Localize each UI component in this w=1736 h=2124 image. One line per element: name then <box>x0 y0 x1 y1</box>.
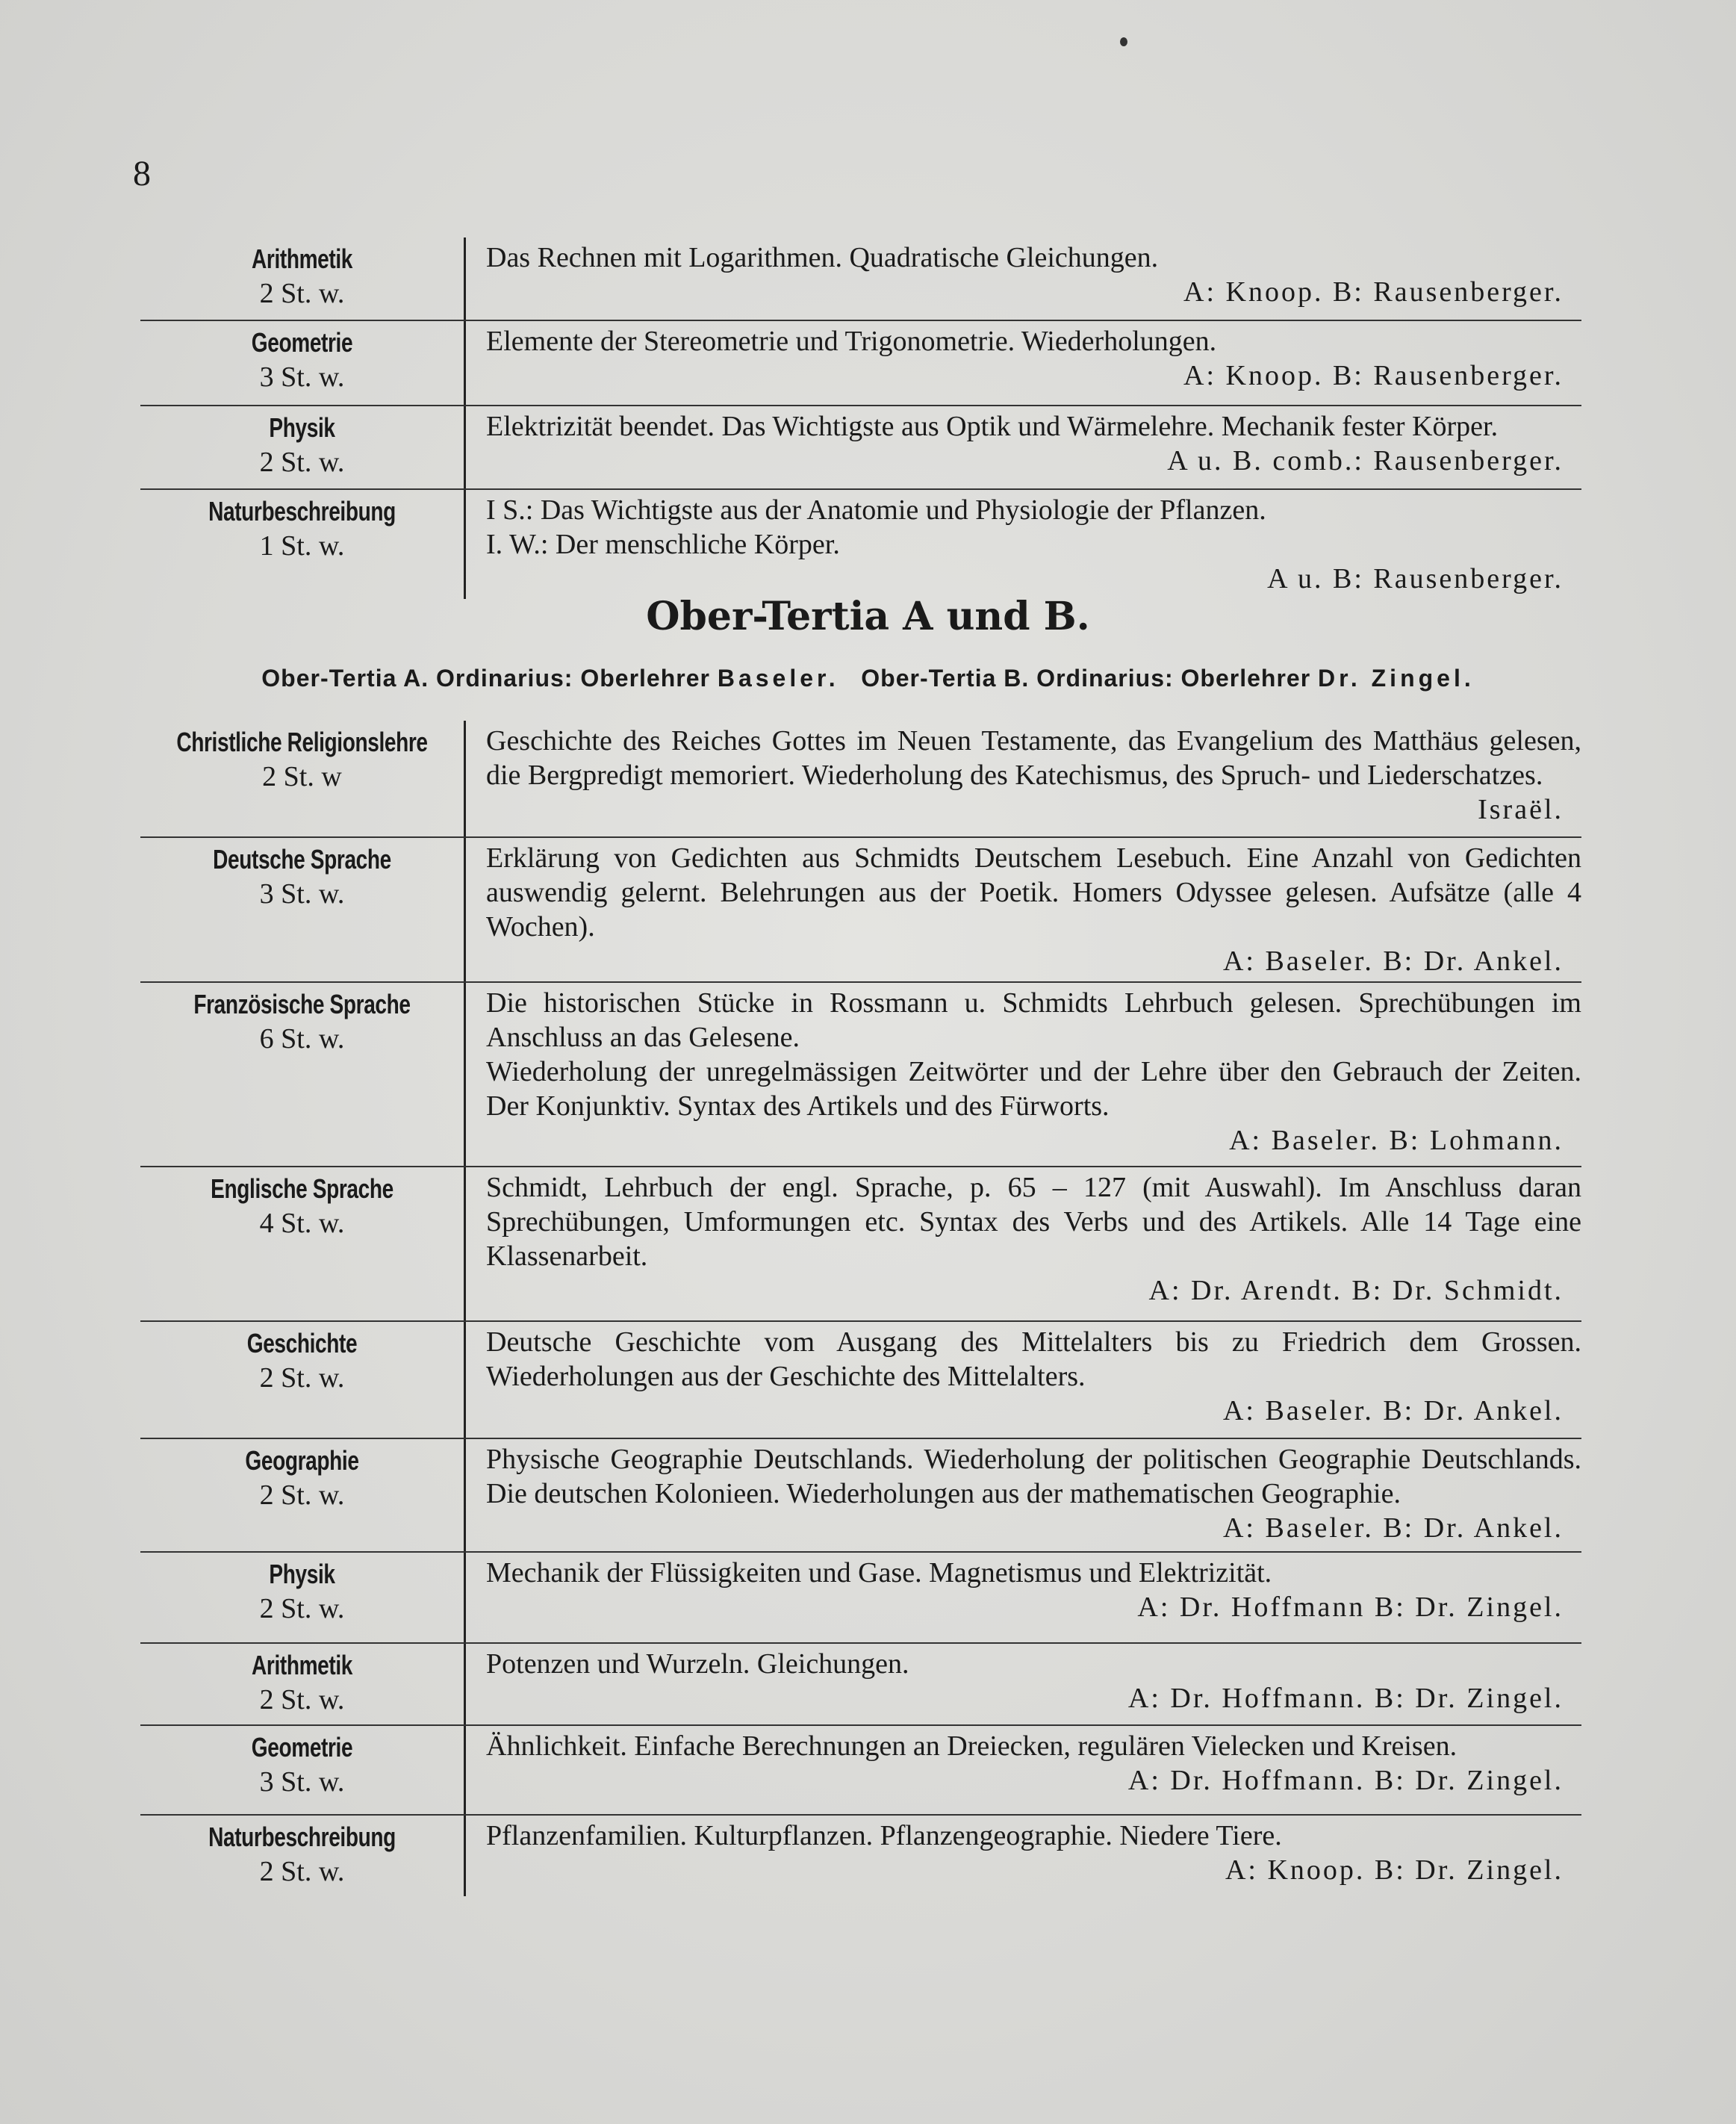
content-text: Das Rechnen mit Logarithmen. Quadratische Gleichungen. <box>486 242 1159 273</box>
content-cell <box>466 838 1581 981</box>
table-row <box>140 490 1581 599</box>
subject-cell <box>140 721 466 836</box>
subject-cell <box>140 1167 466 1320</box>
content-cell <box>466 237 1581 320</box>
table-row <box>140 1726 1581 1816</box>
subject-cell <box>140 983 466 1166</box>
table-row <box>140 1816 1581 1896</box>
ordinarius-a-name: Baseler. <box>717 665 839 692</box>
content-text: Pflanzenfamilien. Kulturpflanzen. Pflanzengeographie. Niedere Tiere. <box>486 1820 1282 1851</box>
subject-cell <box>140 838 466 981</box>
subject-name: Christliche Religionslehre <box>176 727 428 757</box>
section-title: Ober-Tertia A und B. <box>646 594 1090 639</box>
teacher-names: A u. B: Rausenberger. <box>1267 563 1564 594</box>
content-text: Elemente der Stereometrie und Trigonometrie. Wiederholungen. <box>486 326 1217 357</box>
table-row <box>140 237 1581 321</box>
subject-hours: 3 St. w. <box>259 361 345 393</box>
content-cell <box>466 1553 1581 1642</box>
content-cell <box>466 1322 1581 1438</box>
content-cell <box>466 490 1581 599</box>
teacher-names: A: Dr. Arendt. B: Dr. Schmidt. <box>1148 1275 1564 1306</box>
table-row <box>140 406 1581 490</box>
subject-cell <box>140 1553 466 1642</box>
content-cell <box>466 983 1581 1166</box>
subject-hours: 2 St. w. <box>259 1593 345 1624</box>
subject-cell <box>140 1322 466 1438</box>
table-row <box>140 983 1581 1167</box>
content-text: Potenzen und Wurzeln. Gleichungen. <box>486 1648 909 1680</box>
subject-hours: 3 St. w. <box>259 878 345 910</box>
table-row <box>140 1322 1581 1439</box>
content-text: Deutsche Geschichte vom Ausgang des Mittelalters bis zu Friedrich dem Grossen. Wiederholungen aus der Geschichte des Mittelalters. <box>486 1326 1581 1392</box>
content-cell <box>466 1439 1581 1551</box>
table-row <box>140 1644 1581 1726</box>
subject-name: Arithmetik <box>252 243 352 274</box>
teacher-names: A: Baseler. B: Dr. Ankel. <box>1222 1395 1564 1426</box>
content-text: Physische Geographie Deutschlands. Wiederholung der politischen Geographie Deutschlands. Die deutschen Kolonieen. Wiederholungen aus der mathematischen Geographie. <box>486 1444 1581 1509</box>
subject-name: Geographie <box>245 1445 359 1476</box>
subject-name: Französische Sprache <box>193 989 411 1019</box>
subject-cell <box>140 1439 466 1551</box>
content-cell <box>466 1167 1581 1320</box>
table-row <box>140 321 1581 406</box>
content-cell <box>466 721 1581 836</box>
table-row <box>140 1167 1581 1322</box>
teacher-names: A: Dr. Hoffmann. B: Dr. Zingel. <box>1127 1683 1564 1714</box>
subject-name: Geschichte <box>246 1328 358 1358</box>
subject-hours: 2 St. w. <box>259 1362 345 1394</box>
content-text: Elektrizität beendet. Das Wichtigste aus Optik und Wärmelehre. Mechanik fester Körper. <box>486 411 1499 442</box>
subject-cell <box>140 1726 466 1814</box>
content-cell <box>466 321 1581 405</box>
subject-name: Deutsche Sprache <box>213 844 391 875</box>
subject-cell <box>140 321 466 405</box>
table-row <box>140 838 1581 983</box>
teacher-names: A: Baseler. B: Dr. Ankel. <box>1222 1512 1564 1544</box>
subject-hours: 4 St. w. <box>259 1208 345 1239</box>
ordinarius-a-label: Ober-Tertia A. Ordinarius: Oberlehrer <box>261 665 710 692</box>
subject-name: Geometrie <box>251 1732 353 1763</box>
table-row <box>140 1439 1581 1553</box>
subject-hours: 2 St. w <box>262 761 342 792</box>
ober-tertia-curriculum-table <box>140 721 1581 1896</box>
content-text: Die historischen Stücke in Rossmann u. Schmidts Lehrbuch gelesen. Sprechübungen im Anschluss an das Gelesene. <box>486 987 1581 1053</box>
subject-name: Naturbeschreibung <box>208 496 396 527</box>
ordinarius-b-name: Dr. Zingel. <box>1318 665 1475 692</box>
subject-hours: 2 St. w. <box>259 1684 345 1715</box>
subject-cell <box>140 237 466 320</box>
upper-curriculum-table <box>140 237 1581 599</box>
content-text: I S.: Das Wichtigste aus der Anatomie und Physiologie der Pflanzen. <box>486 494 1266 526</box>
subject-hours: 2 St. w. <box>259 1479 345 1511</box>
teacher-names: A: Baseler. B: Dr. Ankel. <box>1222 945 1564 977</box>
subject-hours: 2 St. w. <box>259 278 345 309</box>
subject-cell <box>140 490 466 599</box>
content-text: Mechanik der Flüssigkeiten und Gase. Magnetismus und Elektrizität. <box>486 1557 1272 1589</box>
teacher-names: A: Dr. Hoffmann B: Dr. Zingel. <box>1137 1592 1564 1623</box>
subject-cell <box>140 1644 466 1724</box>
teacher-names: A: Dr. Hoffmann. B: Dr. Zingel. <box>1127 1765 1564 1796</box>
content-text: Erklärung von Gedichten aus Schmidts Deutschem Lesebuch. Eine Anzahl von Gedichten auswendig gelernt. Belehrungen aus der Poetik. Homers Odyssee gelesen. Aufsätze (alle 4 Wochen). <box>486 842 1581 943</box>
teacher-names: A: Baseler. B: Lohmann. <box>1229 1125 1564 1156</box>
subject-hours: 2 St. w. <box>259 447 345 478</box>
content-cell <box>466 1726 1581 1814</box>
content-cell <box>466 1816 1581 1896</box>
subject-cell <box>140 1816 466 1896</box>
content-text: I. W.: Der menschliche Körper. <box>486 529 840 560</box>
teacher-names: A: Knoop. B: Rausenberger. <box>1183 360 1564 391</box>
subject-name: Arithmetik <box>252 1650 352 1680</box>
subject-hours: 6 St. w. <box>259 1023 345 1055</box>
ink-speck <box>1120 37 1127 46</box>
subject-name: Physik <box>269 412 335 443</box>
content-text: Schmidt, Lehrbuch der engl. Sprache, p. 65 – 127 (mit Auswahl). Im Anschluss daran Sprechübungen, Umformungen etc. Syntax des Verbs und des Artikels. Alle 14 Tage eine Klassenarbeit. <box>486 1172 1581 1272</box>
content-text: Geschichte des Reiches Gottes im Neuen Testamente, das Evangelium des Matthäus gelesen, die Bergpredigt memoriert. Wiederholung des Katechismus, des Spruch- und Liederschatzes. <box>486 725 1581 791</box>
page-number: 8 <box>133 154 151 193</box>
teacher-names: Israël. <box>1478 794 1564 825</box>
table-row <box>140 721 1581 838</box>
subject-hours: 2 St. w. <box>259 1856 345 1887</box>
subject-name: Naturbeschreibung <box>208 1822 396 1852</box>
content-cell <box>466 406 1581 488</box>
teacher-names: A u. B. comb.: Rausenberger. <box>1167 445 1564 476</box>
subject-cell <box>140 406 466 488</box>
subject-hours: 1 St. w. <box>259 530 345 562</box>
subject-name: Englische Sprache <box>211 1173 393 1204</box>
teacher-names: A: Knoop. B: Dr. Zingel. <box>1225 1854 1564 1886</box>
ordinarius-line <box>0 665 1736 692</box>
content-text: Wiederholung der unregelmässigen Zeitwörter und der Lehre über den Gebrauch der Zeiten. Der Konjunktiv. Syntax des Artikels und des Fürworts. <box>486 1056 1581 1122</box>
content-text: Ähnlichkeit. Einfache Berechnungen an Dreiecken, regulären Vielecken und Kreisen. <box>486 1730 1457 1762</box>
content-cell <box>466 1644 1581 1724</box>
subject-name: Geometrie <box>251 327 353 358</box>
ordinarius-b-label: Ober-Tertia B. Ordinarius: Oberlehrer <box>861 665 1311 692</box>
table-row <box>140 1553 1581 1644</box>
subject-name: Physik <box>269 1559 335 1589</box>
teacher-names: A: Knoop. B: Rausenberger. <box>1183 276 1564 308</box>
subject-hours: 3 St. w. <box>259 1766 345 1798</box>
